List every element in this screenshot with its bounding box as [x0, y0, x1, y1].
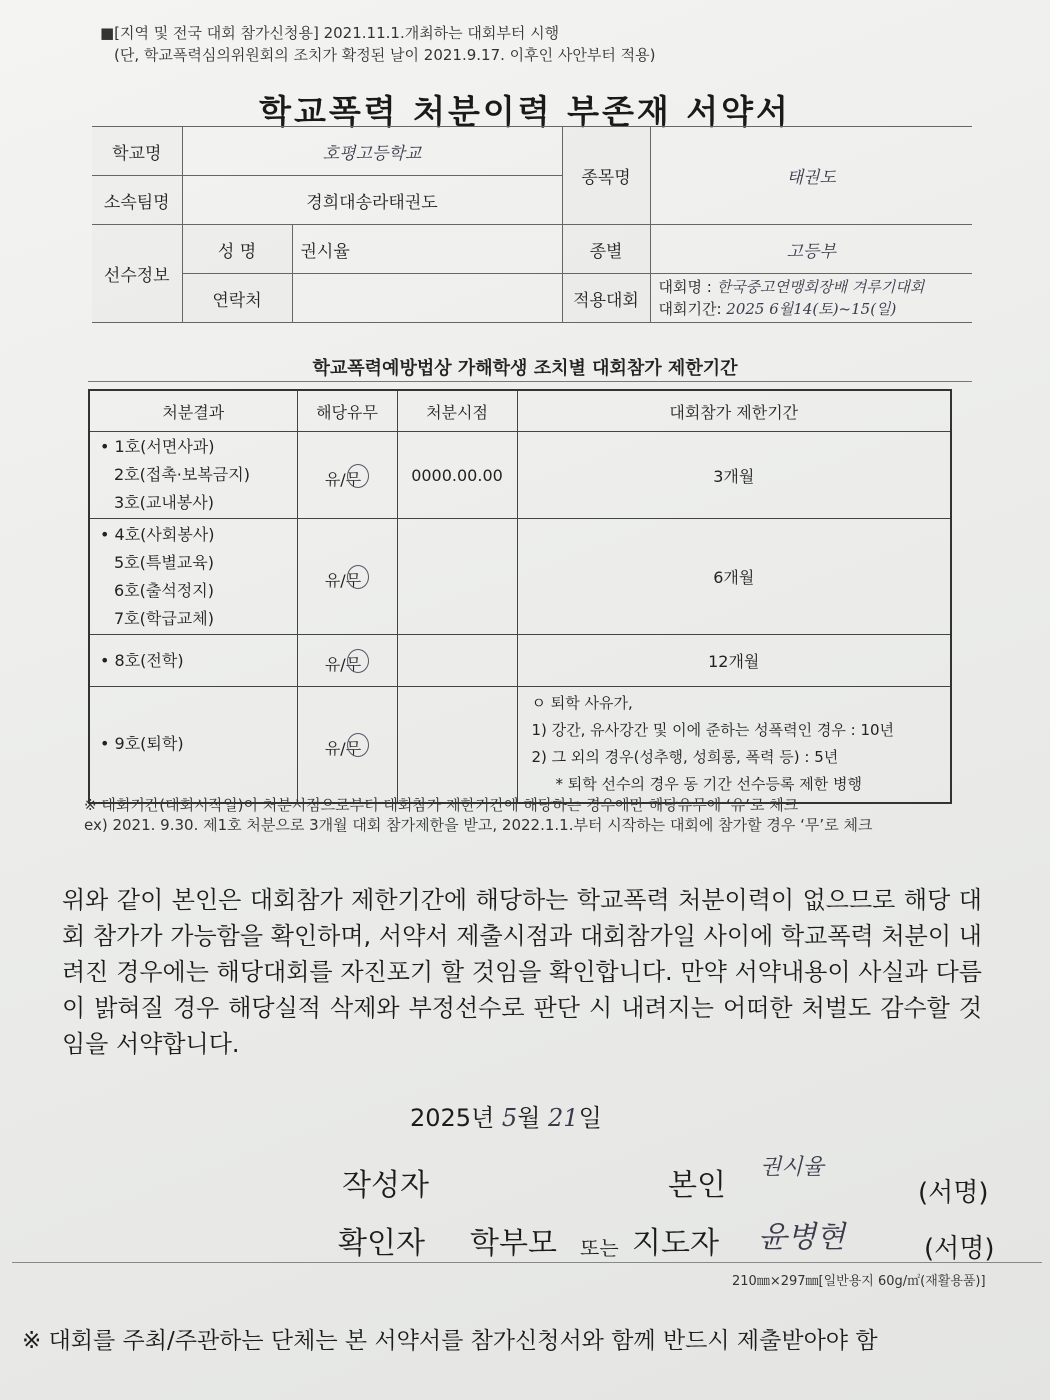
- school-value: 호평고등학교: [182, 127, 562, 176]
- restriction-table-title: 학교폭력예방법상 가해학생 조치별 대회참가 제한기간: [312, 358, 738, 379]
- document-header: [100, 22, 655, 66]
- self-label: 본인: [668, 1168, 726, 1203]
- school-label: 학교명: [92, 127, 182, 176]
- contact-label: 연락처: [182, 274, 292, 323]
- divider: [12, 1262, 1042, 1263]
- division-label: 종별: [562, 225, 650, 274]
- division-value: 고등부: [650, 225, 972, 274]
- expulsion-note: ㅇ 퇴학 사유가,: [531, 694, 633, 713]
- table-notes: [84, 795, 984, 835]
- signature-note: (서명): [918, 1178, 989, 1208]
- table-row-1-results: [89, 432, 297, 519]
- date-cell: [397, 519, 517, 635]
- player-info-label: 선수정보: [92, 225, 182, 323]
- competition-name-value: 한국중고연맹회장배 겨루기대회: [716, 278, 925, 296]
- or-label: 또는: [580, 1236, 619, 1260]
- check-cell: [297, 519, 397, 635]
- date-cell: 0000.00.00: [397, 432, 517, 519]
- result-item: 7호(학급교체): [114, 608, 214, 628]
- team-value: 경희대송라태권도: [182, 176, 562, 225]
- period-cell: 6개월: [517, 519, 951, 635]
- col-header-check: 해당유무: [297, 390, 397, 432]
- expulsion-note: 1) 강간, 유사강간 및 이에 준하는 성폭력인 경우 : 10년: [531, 721, 895, 740]
- col-header-date: 처분시점: [397, 390, 517, 432]
- no-check-circle: [347, 733, 369, 757]
- check-cell: [297, 687, 397, 803]
- check-cell: [297, 635, 397, 687]
- date-cell: [397, 635, 517, 687]
- period-cell: 12개월: [517, 635, 951, 687]
- result-item: 6호(출석정지): [114, 580, 214, 600]
- self-signature: 권시율: [760, 1155, 824, 1180]
- disciplinary-table: [88, 389, 952, 804]
- contact-value: [292, 274, 562, 323]
- result-item: • 8호(전학): [100, 650, 184, 670]
- no-check-circle: [347, 649, 369, 673]
- result-item: 2호(접촉·보복금지): [114, 465, 250, 484]
- document-title: 학교폭력 처분이력 부존재 서약서: [259, 92, 791, 131]
- result-item: • 4호(사회봉사): [100, 524, 215, 544]
- event-label: 종목명: [562, 127, 650, 225]
- check-cell: [297, 432, 397, 519]
- no-check-circle: [347, 565, 369, 589]
- team-label: 소속팀명: [92, 176, 182, 225]
- paper-spec: 210㎜×297㎜[일반용지 60g/㎡(재활용품)]: [732, 1274, 986, 1289]
- period-cell: 3개월: [517, 432, 951, 519]
- coach-label: 지도자: [632, 1226, 719, 1261]
- result-item: 5호(특별교육): [114, 552, 214, 572]
- check-value: 유/무: [324, 469, 362, 489]
- expulsion-note: 2) 그 외의 경우(성추행, 성희롱, 폭력 등) : 5년: [531, 748, 839, 767]
- signature-note: (서명): [924, 1234, 995, 1264]
- note-2: ex) 2021. 9.30. 제1호 처분으로 3개월 대회 참가제한을 받고, 2022.1.1.부터 시작하는 대회에 참가할 경우 ‘무’로 체크: [84, 816, 873, 834]
- competition-period-label: 대회기간:: [658, 300, 722, 318]
- table-row-4-results: [89, 687, 297, 803]
- col-header-result: 처분결과: [89, 390, 297, 432]
- date-cell: [397, 687, 517, 803]
- header-line-1: ■[지역 및 전국 대회 참가신청용] 2021.11.1.개최하는 대회부터 시행: [100, 24, 560, 42]
- parent-label: 학부모: [470, 1226, 557, 1261]
- check-value: 유/무: [324, 655, 362, 674]
- competition-name-label: 대회명 :: [658, 278, 712, 296]
- name-label: 성 명: [182, 225, 292, 274]
- date-day: 21: [548, 1104, 579, 1132]
- expulsion-note: * 퇴학 선수의 경우 동 기간 선수등록 제한 병행: [555, 775, 862, 794]
- writer-label: 작성자: [342, 1168, 429, 1203]
- name-value: 권시율: [292, 225, 562, 274]
- applicant-info-table: [92, 126, 972, 323]
- coach-signature: 윤병현: [758, 1220, 845, 1255]
- signing-date: 2025년 5월 21일: [410, 1104, 602, 1132]
- competition-details: [650, 274, 972, 323]
- note-1: ※ 대회기간(대회시작일)이 처분시점으로부터 대회참가 제한기간에 해당하는 경우에만 해당유무에 ‘유’로 체크: [84, 796, 799, 814]
- event-value: 태권도: [650, 127, 972, 225]
- date-year: 2025: [410, 1104, 472, 1132]
- date-month: 5: [501, 1104, 518, 1132]
- applied-competition-label: 적용대회: [562, 274, 650, 323]
- confirmer-label: 확인자: [338, 1226, 425, 1261]
- competition-period-value: 2025 6월14(토)~15(일): [726, 300, 897, 318]
- pledge-text: 위와 같이 본인은 대회참가 제한기간에 해당하는 학교폭력 처분이력이 없으므로 해당 대회 참가가 가능함을 확인하며, 서약서 제출시점과 대회참가일 사이에 학교폭력 처분이 내려진 경우에는 해당대회를 자진포기 할 것임을 확인합니다. 만약 서약내용이 사실과 다름이 밝혀질 경우 해당실적 삭제와 부정선수로 판단 시 내려지는 어떠한 처벌도 감수할 것임을 서약합니다.: [62, 886, 982, 1058]
- col-header-period: 대회참가 제한기간: [517, 390, 951, 432]
- result-item: 3호(교내봉사): [114, 493, 214, 512]
- divider: [88, 381, 972, 382]
- no-check-circle: [347, 464, 369, 488]
- check-value: 유/무: [324, 571, 362, 590]
- result-item: • 9호(퇴학): [100, 734, 184, 754]
- footnote: ※ 대회를 주최/주관하는 단체는 본 서약서를 참가신청서와 함께 반드시 제출받아야 함: [22, 1328, 878, 1354]
- period-cell: [517, 687, 951, 803]
- header-line-2: (단, 학교폭력심의위원회의 조치가 확정된 날이 2021.9.17. 이후인 사안부터 적용): [114, 46, 656, 64]
- check-value: 유/무: [324, 738, 362, 758]
- result-item: • 1호(서면사과): [100, 437, 215, 456]
- table-row-2-results: [89, 519, 297, 635]
- table-row-3-results: [89, 635, 297, 687]
